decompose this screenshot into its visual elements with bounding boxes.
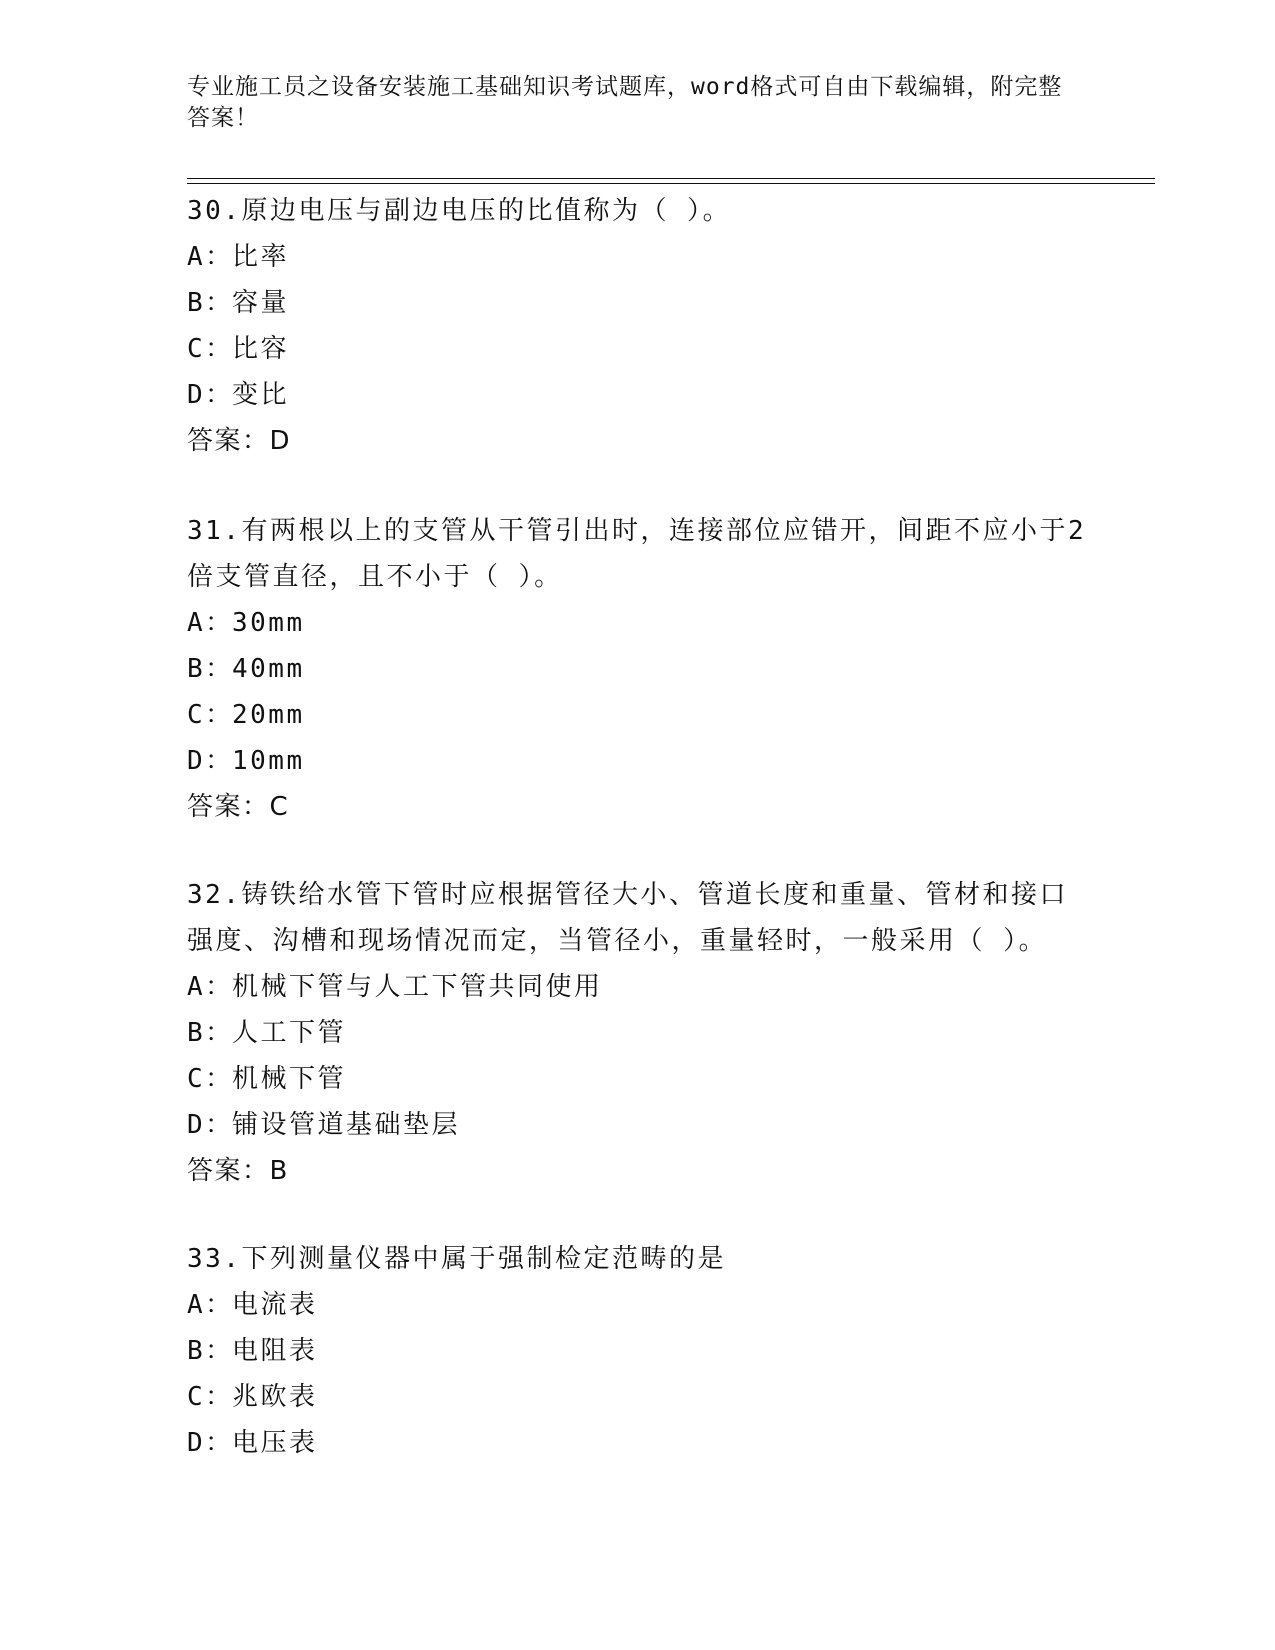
- answer-line: 答案：D: [187, 426, 292, 456]
- option-text: 比容: [232, 334, 290, 364]
- option-letter: D：: [187, 746, 234, 776]
- answer-line: 答案：C: [187, 792, 290, 822]
- answer-line: 答案：B: [187, 1156, 289, 1186]
- option-letter: A：: [187, 972, 234, 1002]
- option-text: 20mm: [232, 700, 305, 730]
- option-letter: A：: [187, 1290, 234, 1320]
- option-text: 30mm: [232, 608, 305, 638]
- option-letter: B：: [187, 1336, 234, 1366]
- question-stem: 31.有两根以上的支管从干管引出时，连接部位应错开，间距不应小于2倍支管直径，且不小于（ ）。: [187, 516, 1087, 592]
- option-letter: B：: [187, 654, 234, 684]
- question-30: [187, 188, 1087, 464]
- header-divider-bottom: [187, 183, 1155, 184]
- option-c: [187, 326, 1087, 372]
- option-text: 电阻表: [232, 1336, 318, 1366]
- option-letter: C：: [187, 1382, 234, 1412]
- option-d: [187, 372, 1087, 418]
- option-text: 变比: [232, 380, 290, 410]
- option-text: 电压表: [232, 1428, 318, 1458]
- question-stem: 33.下列测量仪器中属于强制检定范畴的是: [187, 1244, 726, 1274]
- question-32: [187, 872, 1087, 1194]
- question-31: [187, 508, 1087, 830]
- option-text: 40mm: [232, 654, 305, 684]
- option-b: [187, 1010, 1087, 1056]
- option-text: 机械下管: [232, 1064, 347, 1094]
- option-text: 人工下管: [232, 1018, 347, 1048]
- option-letter: A：: [187, 242, 234, 272]
- option-text: 比率: [232, 242, 290, 272]
- document-header: 专业施工员之设备安装施工基础知识考试题库，word格式可自由下载编辑，附完整答案！: [187, 74, 1063, 131]
- option-text: 容量: [232, 288, 290, 318]
- option-letter: B：: [187, 1018, 234, 1048]
- option-letter: D：: [187, 1428, 234, 1458]
- option-d: [187, 1420, 1087, 1466]
- option-a: [187, 600, 1087, 646]
- option-letter: D：: [187, 1110, 234, 1140]
- option-text: 电流表: [232, 1290, 318, 1320]
- option-d: [187, 1102, 1087, 1148]
- option-text: 10mm: [232, 746, 305, 776]
- option-letter: A：: [187, 608, 234, 638]
- option-a: [187, 964, 1087, 1010]
- option-letter: C：: [187, 1064, 234, 1094]
- question-33: [187, 1236, 1087, 1466]
- option-b: [187, 1328, 1087, 1374]
- option-letter: C：: [187, 334, 234, 364]
- option-b: [187, 280, 1087, 326]
- option-text: 铺设管道基础垫层: [232, 1110, 461, 1140]
- header-divider-top: [187, 178, 1155, 179]
- option-a: [187, 234, 1087, 280]
- question-stem: 30.原边电压与副边电压的比值称为（ ）。: [187, 196, 732, 226]
- option-c: [187, 1056, 1087, 1102]
- question-stem: 32.铸铁给水管下管时应根据管径大小、管道长度和重量、管材和接口强度、沟槽和现场情况而定，当管径小，重量轻时，一般采用（ ）。: [187, 880, 1068, 956]
- option-c: [187, 1374, 1087, 1420]
- option-b: [187, 646, 1087, 692]
- option-a: [187, 1282, 1087, 1328]
- option-c: [187, 692, 1087, 738]
- option-letter: B：: [187, 288, 234, 318]
- option-d: [187, 738, 1087, 784]
- option-text: 机械下管与人工下管共同使用: [232, 972, 603, 1002]
- option-letter: C：: [187, 700, 234, 730]
- option-text: 兆欧表: [232, 1382, 318, 1412]
- option-letter: D：: [187, 380, 234, 410]
